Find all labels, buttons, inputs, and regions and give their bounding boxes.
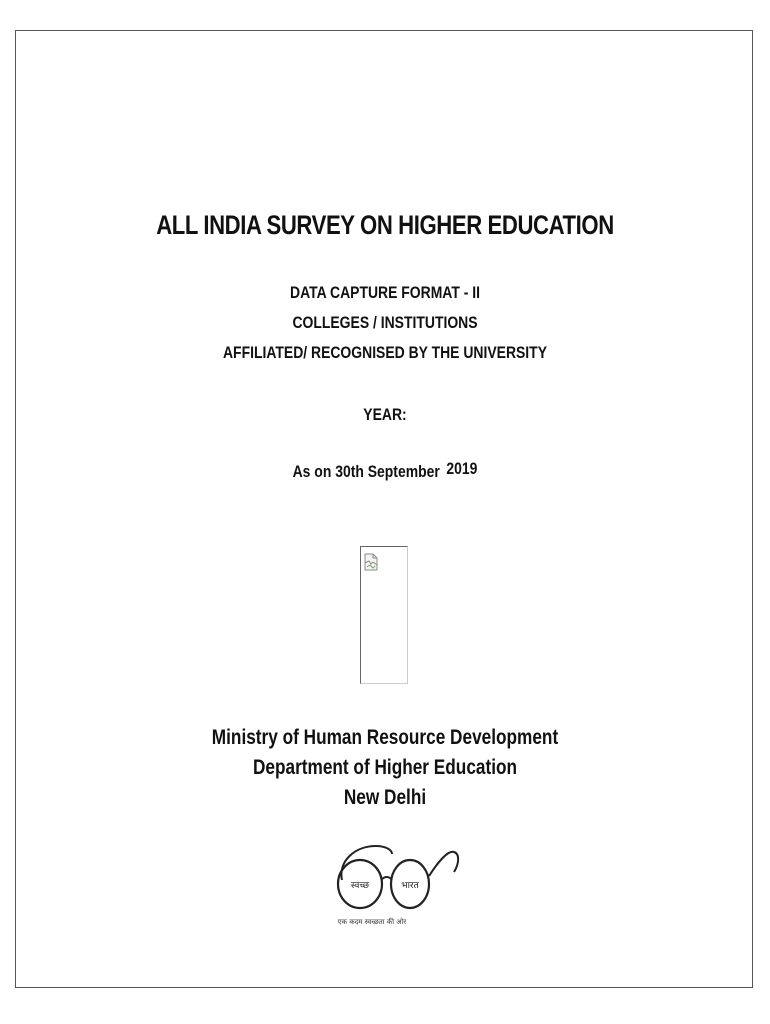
swachh-bharat-glasses-logo [330,840,465,932]
logo-tagline: एक कदम स्वच्छता की ओर [337,918,407,926]
year-label: YEAR: [363,405,407,424]
as-on-label: As on 30th September [292,462,440,481]
as-on-year: 2019 [446,459,478,478]
format-line: DATA CAPTURE FORMAT - II [290,283,480,302]
as-on-row [69,459,700,482]
left-lens-text: स्वच्छ [350,881,370,891]
broken-image-icon [364,553,378,571]
department-name: Department of Higher Education [252,756,518,779]
institution-type-line: COLLEGES / INSTITUTIONS [292,313,478,332]
right-lens-text: भारत [401,881,419,891]
ministry-name: Ministry of Human Resource Development [211,726,559,749]
affiliation-line: AFFILIATED/ RECOGNISED BY THE UNIVERSITY [222,343,548,362]
image-placeholder [360,546,408,684]
document-title: ALL INDIA SURVEY ON HIGHER EDUCATION [156,210,614,240]
right-temple [429,852,458,876]
city-name: New Delhi [343,786,427,809]
